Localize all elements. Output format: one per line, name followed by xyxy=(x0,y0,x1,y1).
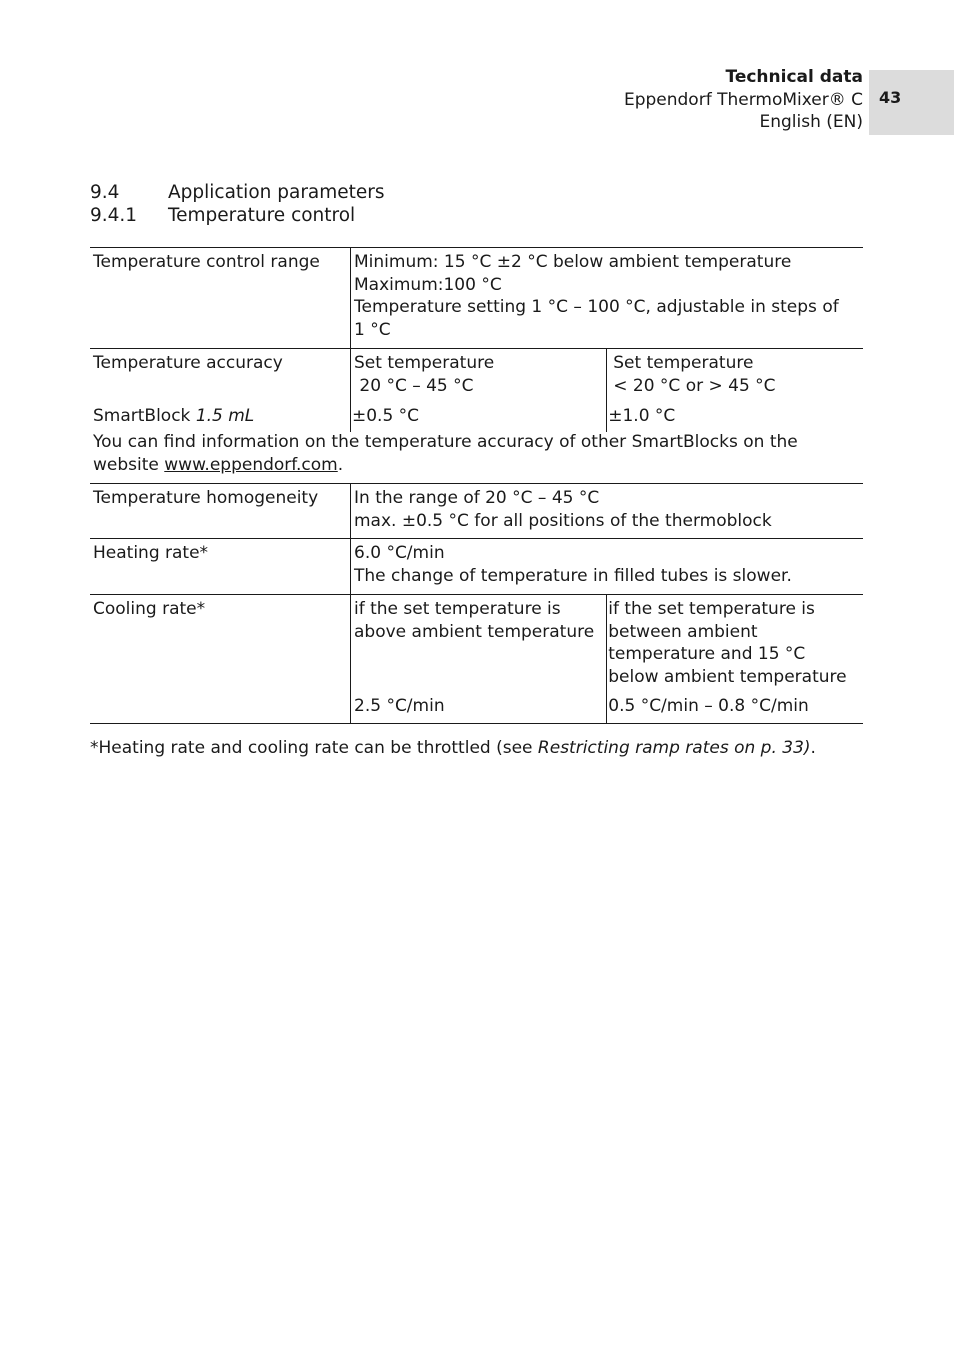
running-header xyxy=(624,66,863,134)
cell-line: temperature and 15 °C xyxy=(608,644,806,665)
header-section-title: Technical data xyxy=(725,67,863,87)
table-row xyxy=(90,484,863,539)
website-link[interactable]: www.eppendorf.com xyxy=(164,455,338,475)
subsection-heading xyxy=(90,204,355,227)
section-number: 9.4 xyxy=(90,182,120,203)
cell-line: 20 °C – 45 °C xyxy=(354,375,474,396)
smartblock-size: 1.5 mL xyxy=(195,406,255,427)
cell-line: below ambient temperature xyxy=(608,666,847,687)
footnote-text: *Heating rate and cooling rate can be throttled (see xyxy=(90,738,538,758)
accuracy-header-1 xyxy=(351,348,607,397)
table-row xyxy=(90,397,863,432)
accuracy-value-1: ±0.5 °C xyxy=(351,397,607,432)
row-label: Temperature accuracy xyxy=(90,348,351,397)
cell-line: In the range of 20 °C – 45 °C xyxy=(354,488,600,508)
section-heading xyxy=(90,181,385,204)
footnote-end: . xyxy=(810,738,816,758)
cell-line: between ambient xyxy=(608,621,758,642)
table-row xyxy=(90,248,863,349)
accuracy-header-2 xyxy=(607,348,863,397)
cooling-condition-2 xyxy=(607,594,863,688)
table-row xyxy=(90,348,863,397)
range-values xyxy=(351,248,864,349)
cooling-value-2: 0.5 °C/min – 0.8 °C/min xyxy=(607,689,863,724)
cell-line: if the set temperature is xyxy=(354,598,561,619)
cell-line: max. ±0.5 °C for all positions of the thermoblock xyxy=(354,510,772,531)
temperature-control-table xyxy=(90,247,863,432)
cell-line: 6.0 °C/min xyxy=(354,543,445,564)
homogeneity-values xyxy=(351,484,864,539)
range-minimum: Minimum: 15 °C ±2 °C below ambient temperature xyxy=(354,252,792,272)
cooling-condition-1 xyxy=(351,594,607,688)
smartblock-text: SmartBlock xyxy=(93,406,196,427)
row-label: Temperature homogeneity xyxy=(90,484,351,539)
row-label: Heating rate* xyxy=(90,539,351,594)
cell-line: if the set temperature is xyxy=(608,598,815,619)
heating-values xyxy=(351,539,864,594)
row-label: Temperature control range xyxy=(90,248,351,349)
cell-line: Set temperature xyxy=(354,352,495,373)
page-number: 43 xyxy=(879,88,902,107)
subsection-title: Temperature control xyxy=(168,205,356,226)
note-text: You can find information on the temperature accuracy of other SmartBlocks on the website xyxy=(93,432,798,475)
range-setting: Temperature setting 1 °C – 100 °C, adjustable in steps of xyxy=(354,297,839,318)
subsection-number: 9.4.1 xyxy=(90,205,138,226)
cross-reference-link[interactable]: Restricting ramp rates on p. 33) xyxy=(537,738,811,758)
empty-cell xyxy=(90,689,351,724)
cell-line: above ambient temperature xyxy=(354,621,595,642)
note-end: . xyxy=(337,455,344,475)
range-maximum: Maximum:100 °C xyxy=(354,274,502,295)
footnote xyxy=(90,737,816,760)
page-number-tab xyxy=(869,70,954,135)
cell-line: Set temperature xyxy=(613,352,754,373)
cell-line: < 20 °C or > 45 °C xyxy=(613,375,776,396)
range-setting-step: 1 °C xyxy=(354,320,391,341)
header-language: English (EN) xyxy=(759,112,863,132)
section-title: Application parameters xyxy=(168,182,385,203)
cooling-value-1: 2.5 °C/min xyxy=(351,689,607,724)
table-row xyxy=(90,689,863,724)
smartblock-label xyxy=(90,397,351,432)
accuracy-value-2: ±1.0 °C xyxy=(607,397,863,432)
header-product-name: Eppendorf ThermoMixer® C xyxy=(623,89,863,110)
temperature-rates-table xyxy=(90,483,863,724)
table-row xyxy=(90,594,863,688)
row-label: Cooling rate* xyxy=(90,594,351,688)
accuracy-note xyxy=(93,431,863,477)
cell-line: The change of temperature in filled tubes is slower. xyxy=(354,566,792,587)
table-row xyxy=(90,539,863,594)
